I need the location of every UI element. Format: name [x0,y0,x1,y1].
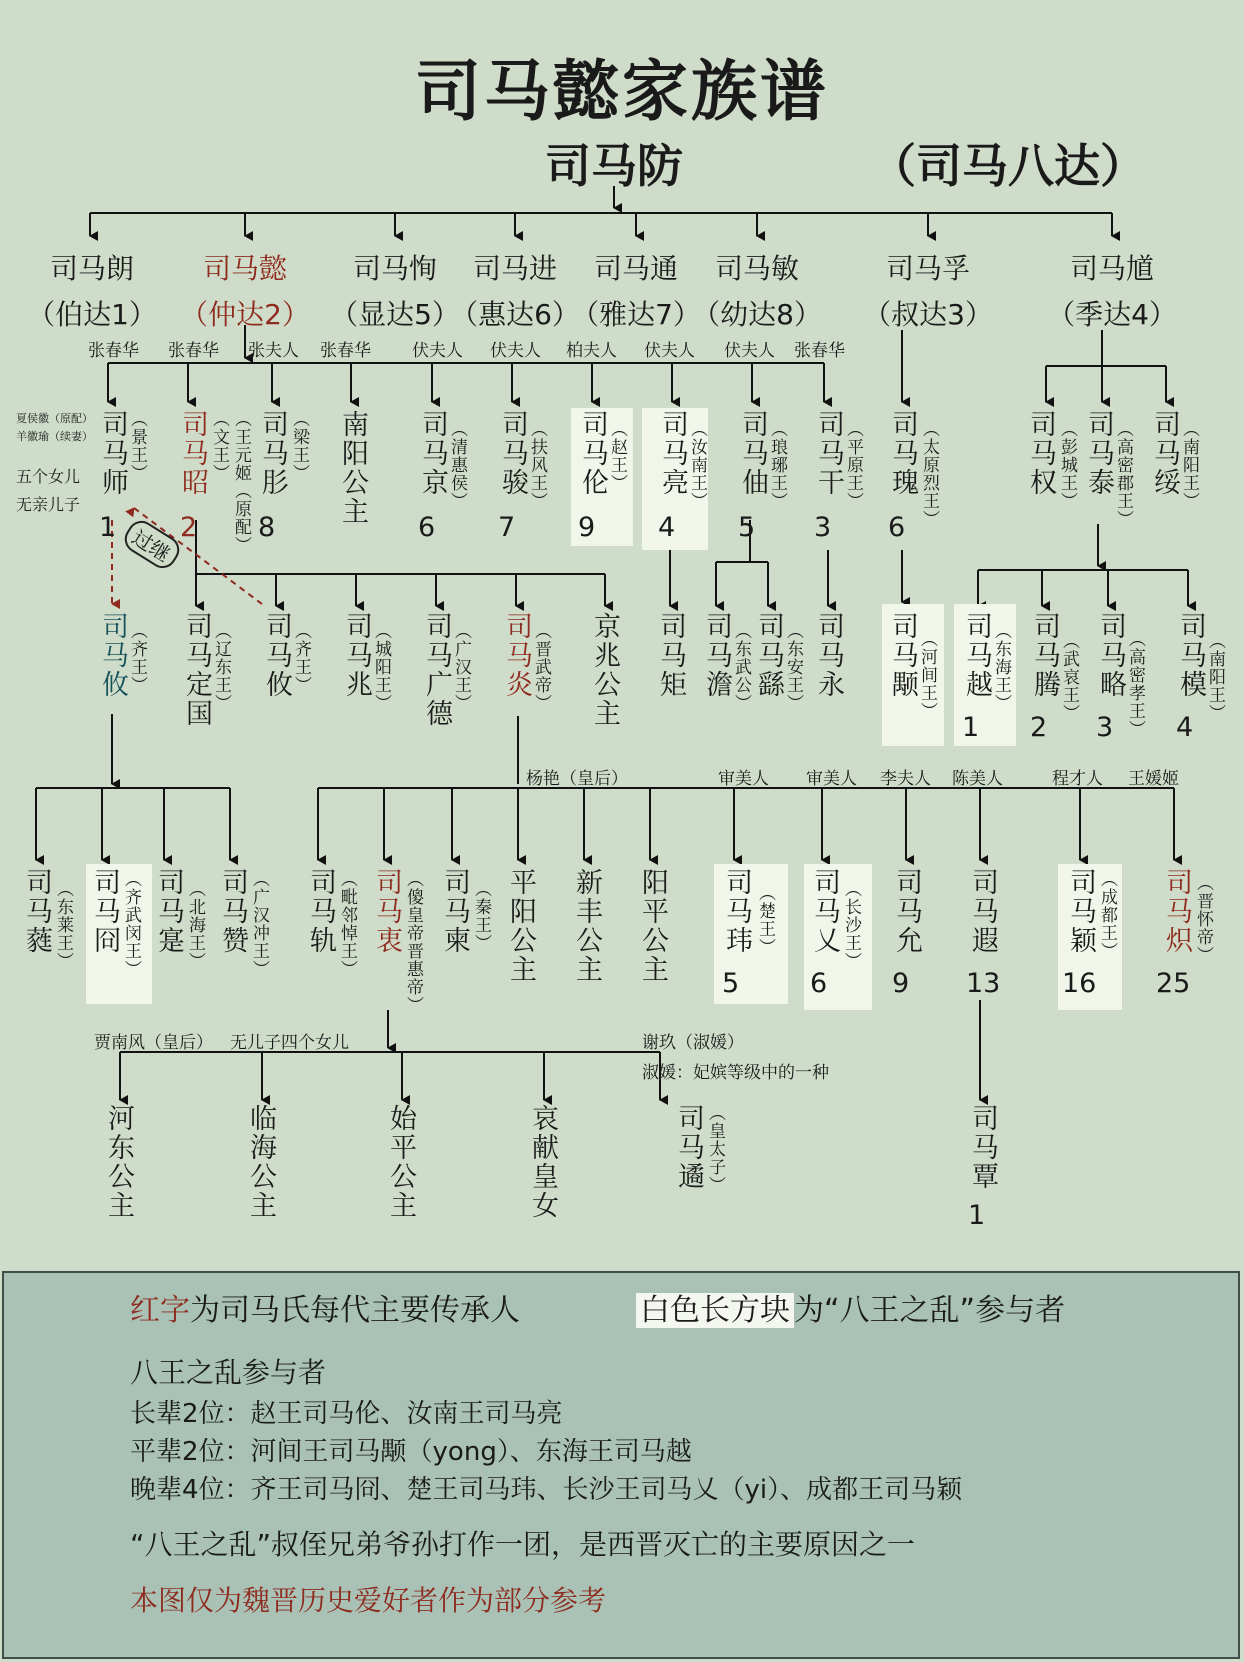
mother-label: 张春华 [320,341,371,361]
person-name: 司马颖 [1065,868,1096,955]
person-name: 司马覃 [967,1104,998,1191]
rank-number: 1 [962,712,980,743]
person-name: 司马师 [97,410,128,497]
person-title: （毗邻悼王） [337,870,357,978]
person-name: 司马蕤 [21,868,52,955]
person-name: 司马懿 [202,252,287,285]
legend-line-3: 晚辈4位：齐王司马冏、楚王司马玮、长沙王司马乂（yi）、成都王司马颖 [130,1475,963,1505]
person-title: （赵王） [607,420,627,492]
legend-red-label: 红字 [130,1293,190,1328]
rank-number: 16 [1062,968,1097,999]
mother-label: 张春华 [168,341,219,361]
person-title: （晋怀帝） [1193,874,1213,964]
rank-number: 3 [1096,712,1114,743]
shi-wife-2: 羊徽瑜（续妻） [16,430,93,443]
person-name: 司马繇 [753,612,784,699]
person-title: （季达4） [1047,298,1177,331]
person-title: （广汉王） [451,622,471,712]
adoption-text: 过继 [127,524,175,567]
rank-number: 1 [968,1200,986,1231]
group-label: （司马八达） [870,139,1146,193]
rank-number: 8 [258,512,276,543]
person-name: 司马澹 [701,612,732,699]
person-name: 司马干 [813,410,844,497]
person-name: 司马权 [1025,410,1056,497]
person-title: （高密郡王） [1113,420,1133,528]
person-title: （楚王） [755,884,775,956]
zhao-wife: （王元姬（原配） [231,410,251,554]
person-title: （秦王） [471,880,491,952]
person-name: 司马昭 [177,410,208,497]
person-title: （雅达7） [571,298,701,331]
person-name: 司马朗 [49,252,134,285]
person-title: （武哀王） [1059,632,1079,722]
rank-number: 6 [810,968,828,999]
person-name: 司马孚 [885,252,970,285]
person-title: （文王） [209,410,229,482]
person-title: （东莱王） [53,880,73,970]
person-name: 司马乂 [809,868,840,955]
person-name: 司马广德 [421,612,452,728]
row4-note: 谢玖（淑媛） [642,1033,744,1053]
person-name: 司马进 [472,252,557,285]
person-name: 司马柬 [439,868,470,955]
person-name: 司马通 [593,252,678,285]
mother-label: 伏夫人 [724,341,775,361]
person-title: （仲达2） [180,298,310,331]
person-name: 司马亮 [657,410,688,497]
person-title: （景王） [127,410,147,482]
mother-label: 伏夫人 [644,341,695,361]
person-name: 司马攸 [261,612,292,699]
rank-number: 5 [722,968,740,999]
mother-label: 柏夫人 [566,341,617,361]
mother-label: 陈美人 [952,769,1003,789]
shi-note-no-son: 无亲儿子 [16,495,81,514]
person-name: 司马矩 [655,612,686,699]
person-name: 司马定国 [181,612,212,728]
mother-label: 伏夫人 [490,341,541,361]
rank-number: 6 [888,512,906,543]
person-title: （东武公） [731,622,751,712]
rank-number: 7 [498,512,516,543]
person-name: 哀献皇女 [527,1104,558,1220]
page-title: 司马懿家族谱 [415,53,829,130]
person-title: （晋武帝） [531,622,551,712]
person-name: 司马赞 [217,868,248,955]
legend-line-1: 长辈2位：赵王司马伦、汝南王司马亮 [130,1399,563,1429]
person-title: （南阳王） [1205,632,1225,722]
person-name: 司马玮 [721,868,752,955]
person-title: （琅琊王） [767,420,787,510]
person-name: 平阳公主 [505,868,536,984]
legend-summary: “八王之乱”叔侄兄弟爷孙打作一团，是西晋灭亡的主要原因之一 [130,1528,916,1561]
rank-number: 9 [892,968,910,999]
person-title: （东安王） [783,622,803,712]
person-name: 司马腾 [1029,612,1060,699]
person-title: （惠达6） [450,298,580,331]
person-name: 新丰公主 [571,868,602,984]
mother-label: 程才人 [1052,769,1103,789]
person-name: 始平公主 [385,1104,416,1220]
person-name: 司马永 [813,612,844,699]
rank-number: 25 [1156,968,1191,999]
row4-note: 淑媛：妃嫔等级中的一种 [642,1063,829,1083]
legend-white-label: 白色长方块 [636,1293,794,1328]
gen1-item [843,246,1013,338]
rank-number: 9 [578,512,596,543]
person-title: （幼达8） [692,298,822,331]
person-title: （南阳王） [1179,420,1199,510]
person-title: （汝南王） [687,420,707,510]
person-name: 司马兆 [341,612,372,699]
person-name: 司马京 [417,410,448,497]
person-title: （梁王） [289,410,309,482]
mother-label: 李夫人 [880,769,931,789]
mother-label: 张夫人 [248,341,299,361]
person-name: 司马允 [891,868,922,955]
person-name: 京兆公主 [589,612,620,728]
person-title: （太原烈王） [919,420,939,528]
person-title: （平原王） [843,420,863,510]
mother-label: 王媛姬 [1128,769,1179,789]
legend-white-row [636,1285,1065,1329]
mother-label: 审美人 [806,769,857,789]
mother-label: 杨艳（皇后） [526,769,628,789]
person-title: （东海王） [991,622,1011,712]
gen1-item [672,246,842,338]
gen1-item [160,246,330,338]
legend-panel [2,1271,1240,1659]
legend-red-row [130,1285,520,1329]
mother-label: 张春华 [88,341,139,361]
person-name: 河东公主 [103,1104,134,1220]
person-name: 南阳公主 [337,410,368,526]
person-name: 司马瑰 [887,410,918,497]
mother-label: 伏夫人 [412,341,463,361]
person-title: （叔达3） [863,298,993,331]
person-title: （城阳王） [371,622,391,712]
legend-red-text: 为司马氏每代主要传承人 [190,1293,520,1328]
person-name: 阳平公主 [637,868,668,984]
person-title: （辽东王） [211,622,231,712]
person-name: 司马冏 [89,868,120,955]
rank-number: 2 [180,512,198,543]
person-name: 司马颙 [887,612,918,699]
person-name: 司马肜 [257,410,288,497]
person-name: 司马炽 [1161,868,1192,955]
root-ancestor: 司马防 [545,139,683,193]
person-title: （傻皇帝晋惠帝） [403,870,423,1014]
gen1-item [1027,246,1197,338]
rank-number: 6 [418,512,436,543]
person-title: （齐武闵王） [121,870,141,978]
person-name: 司马绥 [1149,410,1180,497]
person-name: 司马轨 [305,868,336,955]
row4-note: 贾南风（皇后） [94,1033,213,1053]
person-name: 司马遐 [967,868,998,955]
gen1-item [7,246,177,338]
rank-number: 5 [738,512,756,543]
person-title: （成都王） [1097,870,1117,960]
shi-wife-1: 夏侯徽（原配） [16,412,93,425]
person-name: 司马伷 [737,410,768,497]
row4-note: 无儿子四个女儿 [230,1033,349,1053]
person-title: （皇太子） [705,1104,725,1194]
person-name: 司马馗 [1069,252,1154,285]
rank-number: 4 [658,512,676,543]
person-name: 司马越 [961,612,992,699]
rank-number: 4 [1176,712,1194,743]
person-name: 司马敏 [714,252,799,285]
person-name: 司马衷 [371,868,402,955]
person-name: 司马遹 [673,1104,704,1191]
person-title: （河间王） [917,630,937,720]
mother-label: 审美人 [718,769,769,789]
rank-number: 13 [966,968,1001,999]
person-name: 司马模 [1175,612,1206,699]
person-name: 司马略 [1095,612,1126,699]
person-name: 司马寔 [153,868,184,955]
person-title: （清惠侯） [447,420,467,510]
shi-note-daughters: 五个女儿 [16,467,81,486]
rank-number: 3 [814,512,832,543]
rank-number: 2 [1030,712,1048,743]
person-title: （齐王） [127,622,147,694]
person-name: 司马伦 [577,410,608,497]
person-title: （显达5） [330,298,460,331]
person-name: 司马炎 [501,612,532,699]
person-name: 司马骏 [497,410,528,497]
person-name: 司马泰 [1083,410,1114,497]
person-name: 司马攸 [97,612,128,699]
legend-line-2: 平辈2位：河间王司马颙（yong）、东海王司马越 [130,1437,692,1467]
legend-heading: 八王之乱参与者 [130,1356,327,1389]
person-title: （齐王） [291,622,311,694]
person-title: （扶风王） [527,420,547,510]
person-title: （伯达1） [27,298,157,331]
person-title: （高密孝王） [1125,630,1145,738]
person-title: （广汉冲王） [249,870,269,978]
person-name: 临海公主 [245,1104,276,1220]
person-title: （彭城王） [1057,420,1077,510]
legend-white-text: 为“八王之乱”参与者 [794,1293,1066,1328]
legend-disclaimer: 本图仅为魏晋历史爱好者作为部分参考 [130,1584,607,1617]
person-title: （北海王） [185,880,205,970]
person-title: （长沙王） [841,880,861,970]
mother-label: 张春华 [794,341,845,361]
rank-number: 1 [99,512,117,543]
person-name: 司马恂 [352,252,437,285]
